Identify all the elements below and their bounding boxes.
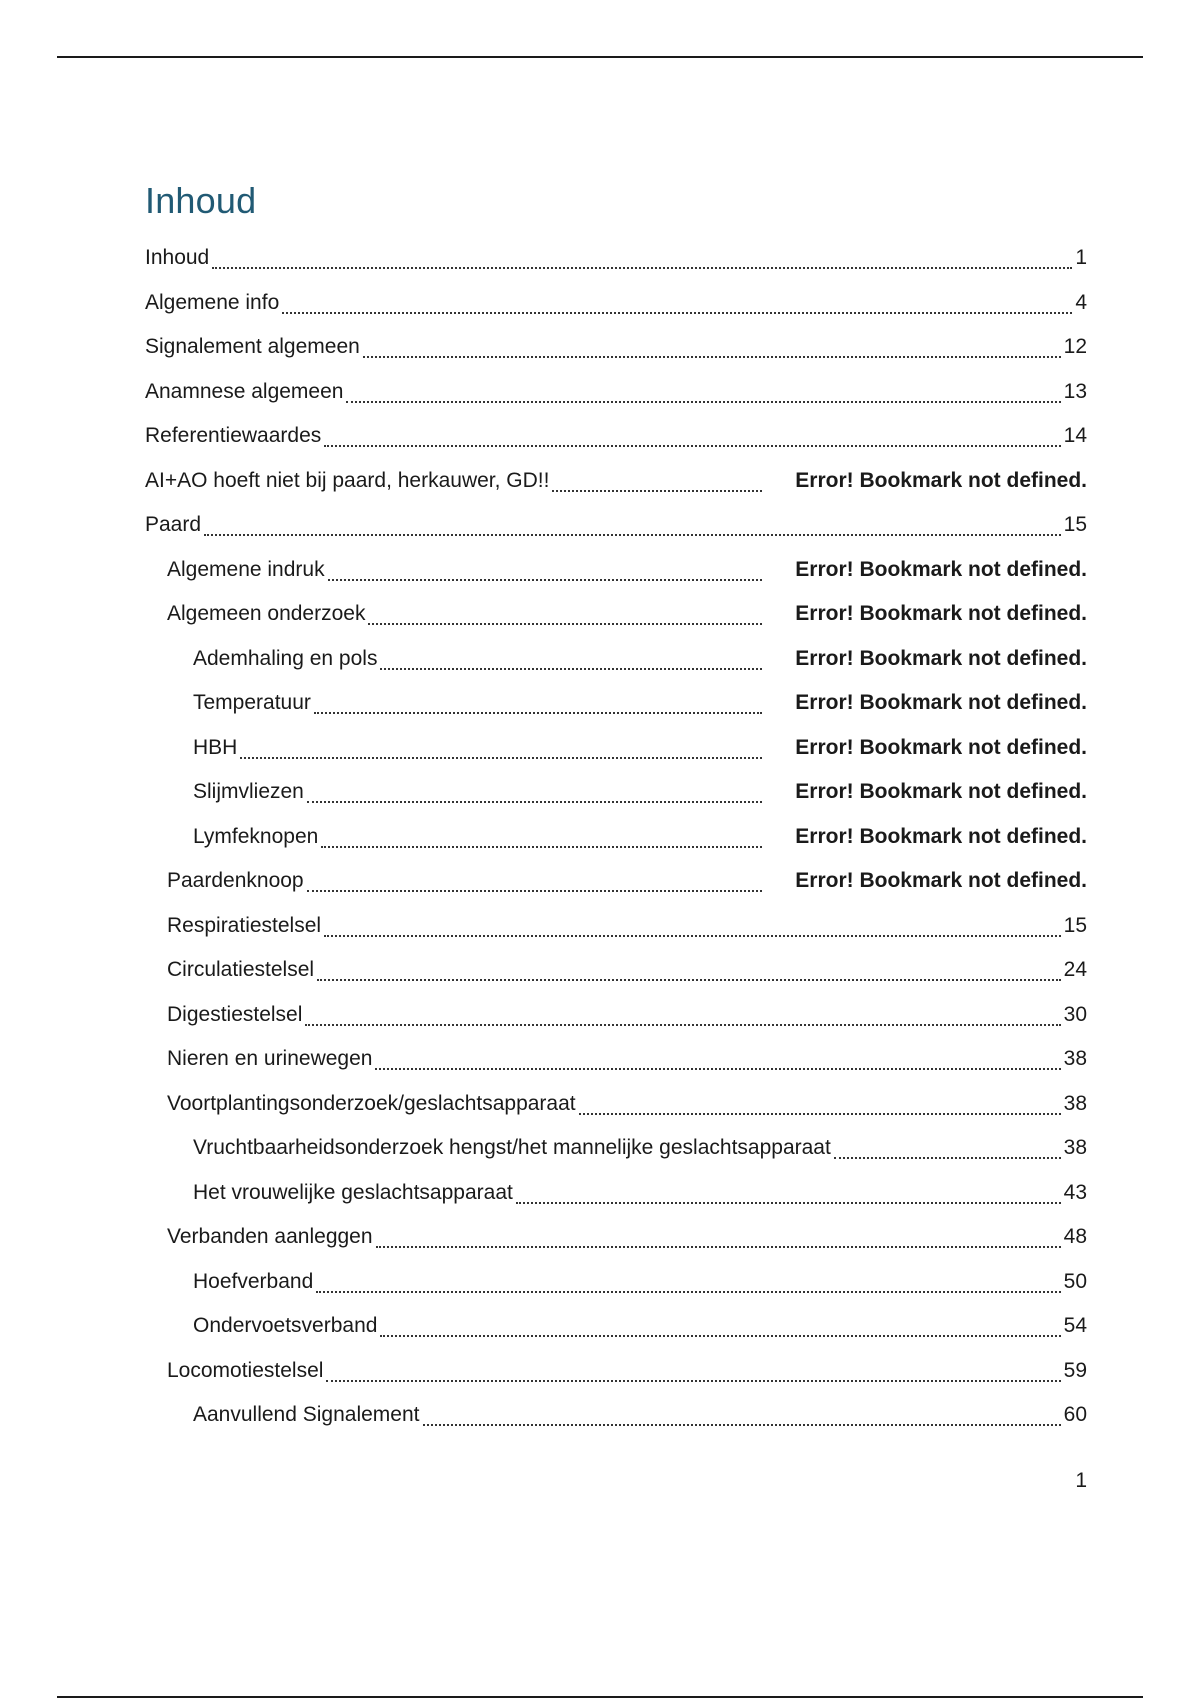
toc-entry-title[interactable]: Voortplantingsonderzoek/geslachtsapparaat [167,1091,576,1115]
toc-entry[interactable] [0,1267,1200,1312]
toc-page-number[interactable]: 15 [1063,913,1087,937]
toc-page-number[interactable]: 1 [1075,246,1087,269]
toc-entry[interactable] [0,555,1200,600]
toc-entry-title[interactable]: Referentiewaardes [145,424,322,447]
toc-page-number[interactable]: 38 [1063,1047,1087,1070]
toc-entry-title[interactable]: Ondervoetsverband [193,1314,378,1337]
toc-page-number[interactable]: 13 [1063,379,1087,403]
toc-entry[interactable] [0,421,1200,466]
toc-entry[interactable] [0,733,1200,778]
toc-dot-leader [552,466,762,492]
toc-page-number[interactable]: 54 [1063,1314,1087,1337]
toc-entry-title[interactable]: AI+AO hoeft niet bij paard, herkauwer, GD!! [145,468,550,492]
toc-dot-leader [516,1178,1061,1204]
header-rule [57,56,1143,58]
toc-dot-leader [204,510,1061,536]
toc-page-number[interactable]: 14 [1063,424,1087,447]
toc-entry-title[interactable]: Respiratiestelsel [167,913,322,937]
toc-entry[interactable] [0,599,1200,644]
toc-page-number[interactable]: 30 [1063,1002,1087,1026]
toc-page-number[interactable]: 50 [1063,1269,1087,1293]
toc-entry-title[interactable]: Locomotiestelsel [167,1358,324,1382]
toc-page-number[interactable]: 4 [1075,290,1087,314]
toc-dot-leader [423,1400,1061,1426]
toc-dot-leader [346,377,1060,403]
toc-bookmark-error[interactable]: Error! Bookmark not defined. [795,780,1087,803]
toc-entry-title[interactable]: Temperatuur [193,691,311,714]
toc-bookmark-error[interactable]: Error! Bookmark not defined. [795,691,1087,714]
toc-entry-title[interactable]: Circulatiestelsel [167,958,315,981]
toc-dot-leader [305,1000,1060,1026]
toc-page-number[interactable]: 59 [1063,1358,1087,1382]
toc-dot-leader [316,1267,1060,1293]
toc-dot-leader [368,599,762,625]
footer-rule [57,1696,1143,1698]
toc-entry[interactable] [0,510,1200,555]
toc-dot-leader [324,421,1060,447]
table-of-contents [0,243,1200,1445]
toc-entry-title[interactable]: Digestiestelsel [167,1002,303,1026]
toc-dot-leader [307,866,762,892]
toc-title: Inhoud [145,180,257,221]
toc-bookmark-error[interactable]: Error! Bookmark not defined. [795,869,1087,892]
toc-entry[interactable] [0,1044,1200,1089]
toc-dot-leader [324,911,1061,937]
toc-dot-leader [307,777,762,803]
toc-entry[interactable] [0,911,1200,956]
toc-entry[interactable] [0,1222,1200,1267]
toc-dot-leader [834,1133,1061,1159]
toc-page-number[interactable]: 48 [1063,1225,1087,1248]
toc-bookmark-error[interactable]: Error! Bookmark not defined. [795,602,1087,625]
page-number: 1 [1075,1469,1087,1492]
toc-entry-title[interactable]: Aanvullend Signalement [193,1403,420,1426]
toc-entry-title[interactable]: Slijmvliezen [193,780,304,803]
toc-entry[interactable] [0,332,1200,377]
toc-entry[interactable] [0,1178,1200,1223]
toc-entry[interactable] [0,466,1200,511]
toc-entry[interactable] [0,1400,1200,1445]
toc-entry-title[interactable]: Verbanden aanleggen [167,1225,373,1248]
toc-entry-title[interactable]: Vruchtbaarheidsonderzoek hengst/het mannelijke geslachtsapparaat [193,1136,831,1159]
toc-dot-leader [282,288,1072,314]
toc-entry[interactable] [0,1311,1200,1356]
toc-entry-title[interactable]: Paard [145,513,202,536]
toc-entry[interactable] [0,644,1200,689]
toc-entry[interactable] [0,243,1200,288]
toc-dot-leader [240,733,762,759]
toc-page-number[interactable]: 24 [1063,958,1087,981]
toc-entry[interactable] [0,288,1200,333]
toc-dot-leader [314,688,762,714]
toc-dot-leader [328,555,762,581]
toc-entry[interactable] [0,1089,1200,1134]
toc-entry[interactable] [0,955,1200,1000]
toc-dot-leader [321,822,762,848]
toc-entry[interactable] [0,377,1200,422]
toc-entry[interactable] [0,1356,1200,1401]
toc-dot-leader [317,955,1061,981]
toc-dot-leader [363,332,1061,358]
toc-bookmark-error[interactable]: Error! Bookmark not defined. [795,468,1087,492]
toc-entry-title[interactable]: Inhoud [145,246,210,269]
toc-page-number[interactable]: 38 [1063,1091,1087,1115]
toc-entry-title[interactable]: Lymfeknopen [193,824,319,848]
toc-page-number[interactable]: 15 [1063,513,1087,536]
toc-entry[interactable] [0,1133,1200,1178]
toc-entry[interactable] [0,866,1200,911]
toc-entry-title[interactable]: Paardenknoop [167,869,304,892]
toc-entry-title[interactable]: Anamnese algemeen [145,379,344,403]
toc-page-number[interactable]: 38 [1063,1136,1087,1159]
toc-entry-title[interactable]: Nieren en urinewegen [167,1047,373,1070]
toc-dot-leader [579,1089,1061,1115]
toc-dot-leader [380,644,762,670]
toc-entry[interactable] [0,822,1200,867]
toc-entry[interactable] [0,777,1200,822]
toc-bookmark-error[interactable]: Error! Bookmark not defined. [795,824,1087,848]
toc-bookmark-error[interactable]: Error! Bookmark not defined. [795,735,1087,759]
toc-entry-title[interactable]: Algemene indruk [167,557,325,581]
toc-bookmark-error[interactable]: Error! Bookmark not defined. [795,557,1087,581]
toc-entry-title[interactable]: Signalement algemeen [145,335,360,358]
toc-page-number[interactable]: 60 [1063,1403,1087,1426]
toc-entry[interactable] [0,1000,1200,1045]
toc-page-number[interactable]: 43 [1063,1180,1087,1204]
toc-bookmark-error[interactable]: Error! Bookmark not defined. [795,646,1087,670]
toc-entry-title[interactable]: Het vrouwelijke geslachtsapparaat [193,1180,513,1204]
toc-dot-leader [380,1311,1060,1337]
toc-entry-title[interactable]: Ademhaling en pols [193,646,378,670]
toc-dot-leader [212,243,1072,269]
toc-entry[interactable] [0,688,1200,733]
toc-dot-leader [375,1044,1060,1070]
toc-entry-title[interactable]: Algemene info [145,290,280,314]
toc-entry-title[interactable]: HBH [193,735,238,759]
toc-entry-title[interactable]: Hoefverband [193,1269,314,1293]
toc-dot-leader [376,1222,1061,1248]
toc-page-number[interactable]: 12 [1063,335,1087,358]
toc-dot-leader [326,1356,1060,1382]
toc-entry-title[interactable]: Algemeen onderzoek [167,602,366,625]
